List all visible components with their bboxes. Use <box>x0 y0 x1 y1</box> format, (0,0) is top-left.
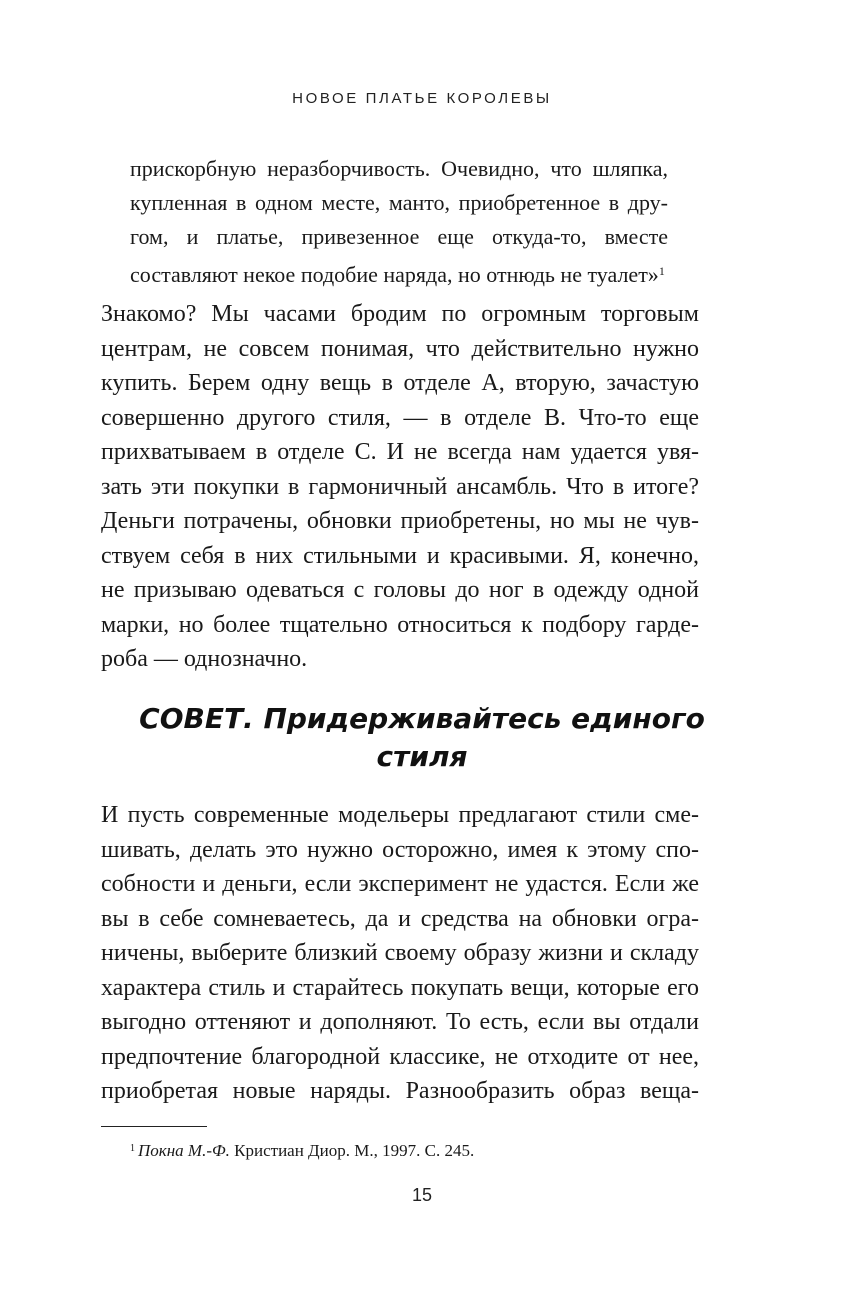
footnote-text: Кристиан Диор. М., 1997. С. 245. <box>229 1141 475 1160</box>
heading-line: стиля <box>376 740 468 773</box>
paragraph-line: не призываю одеваться с головы до ног в одежду одной <box>101 577 699 603</box>
quote-line <box>130 254 668 292</box>
paragraph-line: ничены, выберите близкий своему образу жизни и складу <box>101 940 699 966</box>
block-quote <box>130 152 668 292</box>
quote-line-text: составляют некое подобие наряда, но отнюдь не туалет» <box>130 262 659 287</box>
paragraph-line: приобретая новые наряды. Разнообразить образ веща- <box>101 1078 699 1104</box>
footnote-reference: 1 <box>658 264 665 278</box>
footnote-number: 1 <box>130 1143 135 1154</box>
paragraph-line: Деньги потрачены, обновки приобретены, но мы не чув- <box>101 508 699 534</box>
paragraph-line: совершенно другого стиля, — в отделе В. Что-то еще <box>101 404 699 431</box>
paragraph-line: выгодно оттеняют и дополняют. То есть, если вы отдали <box>101 1009 699 1035</box>
footnote <box>130 1138 474 1162</box>
quote-line: прискорбную неразборчивость. Очевидно, что шляпка, <box>130 156 668 181</box>
paragraph-line: роба — однозначно. <box>101 646 308 672</box>
paragraph-line: центрам, не совсем понимая, что действительно нужно <box>101 335 699 362</box>
quote-line: купленная в одном месте, манто, приобретенное в дру- <box>130 190 668 215</box>
paragraph-line: купить. Берем одну вещь в отделе А, вторую, зачастую <box>101 370 699 396</box>
heading-line: СОВЕТ. Придерживайтесь единого <box>139 702 705 735</box>
section-heading <box>0 700 844 776</box>
paragraph-line: вы в себе сомневаетесь, да и средства на обновки огра- <box>101 905 699 932</box>
page-number: 15 <box>411 1185 433 1205</box>
paragraph-line: зать эти покупки в гармоничный ансамбль. Что в итоге? <box>101 473 699 500</box>
running-header: НОВОЕ ПЛАТЬЕ КОРОЛЕВЫ <box>292 90 552 107</box>
paragraph-line: собности и деньги, если эксперимент не удастся. Если же <box>101 871 699 897</box>
paragraph-line: Знакомо? Мы часами бродим по огромным торговым <box>101 301 699 327</box>
paragraph-line: ствуем себя в них стильными и красивыми. Я, конечно, <box>101 542 699 569</box>
paragraph-line: характера стиль и старайтесь покупать вещи, которые его <box>101 974 699 1001</box>
paragraph-line: прихватываем в отделе С. И не всегда нам удается увя- <box>101 439 699 465</box>
paragraph-line: И пусть современные модельеры предлагают стили сме- <box>101 802 699 828</box>
paragraph-line: шивать, делать это нужно осторожно, имея к этому спо- <box>101 836 699 863</box>
paragraph-line: предпочтение благородной классике, не отходите от нее, <box>101 1043 699 1070</box>
paragraph-1 <box>101 297 699 677</box>
paragraph-line: марки, но более тщательно относиться к подбору гарде- <box>101 611 699 638</box>
quote-line: гом, и платье, привезенное еще откуда-то, вместе <box>130 224 668 249</box>
footnote-author: Покна М.-Ф. <box>138 1141 230 1160</box>
paragraph-2 <box>101 798 699 1109</box>
footnote-divider <box>101 1126 207 1127</box>
